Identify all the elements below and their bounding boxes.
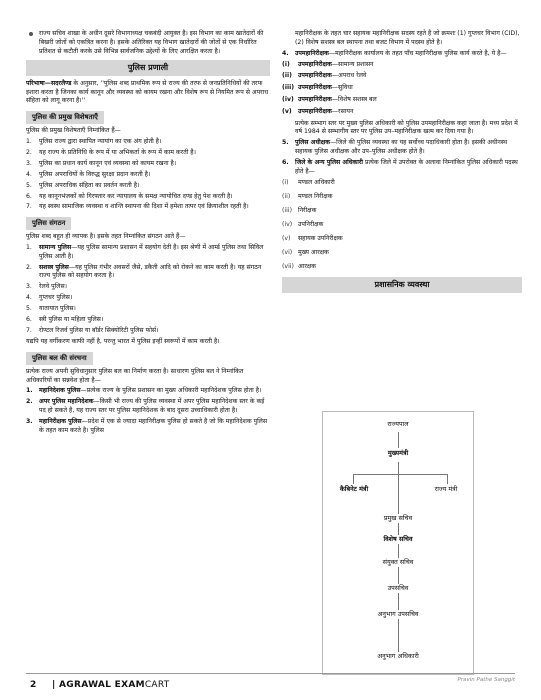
- connector-line: [353, 474, 447, 475]
- list-item: 6. स्त्री पुलिस या महिला पुलिस।: [26, 316, 104, 324]
- structure-list-continued-2: [282, 139, 522, 176]
- brand-name: | AGRAWAL EXAMCART: [52, 680, 170, 690]
- list-item: (iii) उपमहानिरीक्षक—सुविधा: [282, 84, 353, 92]
- district-officers-list: [282, 179, 522, 272]
- node-governor: राज्यपाल: [378, 420, 418, 429]
- footer-divider: [26, 673, 515, 674]
- list-item: 7. यह स्वस्थ सामाजिक व्यवस्था व शान्ति स्थापना की दिशा में हमेशा तत्पर एवं क्रियाशील रहती है।: [26, 203, 249, 211]
- list-item: 6. यह कानूनभंजकों को गिरफ्तार कर न्यायालय के समक्ष न्यायोचित दण्ड हेतु पेश करती है।: [26, 192, 233, 200]
- list-item: 6. जिले के अन्य पुलिस अधिकारी प्रत्येक जिले में उपरोक्त के अलावा निम्नांकित पुलिस अधिकारी पदस्थ होते है—: [282, 158, 518, 175]
- list-item: 5. पुलिस अपराधिक संहिता का प्रवर्तन करती है।: [26, 181, 140, 189]
- structure-list-continued: [282, 50, 522, 59]
- node-principal-secretary: प्रमुख सचिव: [373, 514, 423, 523]
- heading-organisation: पुलिस संगठन: [26, 217, 71, 230]
- right-column: [282, 30, 522, 297]
- node-section-deputy-secretary: अनुभाग उपसचिव: [361, 610, 435, 619]
- dig-note: प्रत्येक सम्भाग स्तर पर मुख्य पुलिस अधिकारी को पुलिस उपमहानिरीक्षक कहा जाता है। मध्य प्रदेश में वर्ष 1984 से सम्भागीय स्तर पर पुलिस उप–महानिरीक्षक खत्म कर दिया गया है।: [295, 119, 518, 136]
- list-item: (ii) उपमहानिरीक्षक—अपराध रेलवे: [282, 72, 367, 80]
- connector-line: [447, 474, 448, 484]
- list-item: 1. महानिदेशक पुलिस—प्रत्येक राज्य के पुलिस प्रशासन का मुख्य अधिकारी महानिदेशक पुलिस होता है।: [26, 387, 262, 395]
- list-item: 2. यह राज्य के प्रतिनिधि के रूप में या अभिकर्ता के रूप में काम करती है।: [26, 148, 196, 156]
- node-cabinet-minister: कैबिनेट मंत्री: [325, 485, 383, 494]
- connector-line: [353, 474, 354, 484]
- list-item: (iv) उपमहानिरीक्षक—विशेष सशस्त्र बल: [282, 95, 377, 103]
- bullet-dot-icon: [29, 32, 33, 36]
- org-note: यद्यपि यह वर्गीकरण काफी नहीं है, परन्तु भारत में पुलिस इन्हीं स्वरूपों में काम करती है।: [26, 338, 220, 346]
- structure-list: [26, 387, 270, 435]
- node-special-secretary: विशेष सचिव: [373, 535, 423, 544]
- dig-sub-list: [282, 61, 522, 117]
- watermark-stamp: Pravin Pathe Sanggit: [457, 677, 515, 683]
- list-item: (v) उपमहानिरीक्षक—रसायन: [282, 107, 354, 115]
- list-item: 4. उपमहानिरीक्षक—महानिरीक्षक कार्यालय के तहत पाँच महानिरीक्षक पुलिस कार्य करते है, ये है—: [282, 49, 507, 57]
- org-list: [26, 244, 270, 336]
- list-item: 1. पुलिस राज्य द्वारा स्थापित न्यायांग का एक अंग होती है।: [26, 137, 162, 145]
- heading-structure: पुलिस बल की संरचना: [26, 352, 93, 365]
- definition-paragraph: परिभाषा—सदरलैण्ड के अनुसार, ''पुलिस शब्द प्राथमिक रूप से राज्य की तरफ से जनप्रतिनिधियों की तरफ इशारा करता है जिनका कार्य कानून और व्यवस्था को कायम रखना और विशेष रूप से नियमित रूप से अपराध संहिता को लागू करना है।'': [26, 79, 269, 105]
- connector-line: [398, 432, 399, 448]
- node-section-officer: अनुभाग अधिकारी: [361, 652, 435, 661]
- list-item: (v) सहायक उपनिरीक्षक: [282, 234, 343, 242]
- list-item: 3. महानिरीक्षक पुलिस—प्रदेश में एक से ज्यादा महानिरीक्षक पुलिस हो सकते है जो कि महानिदेशक पुलिस के तहत काम करते है। पुलिस: [26, 418, 268, 434]
- structure-intro: प्रत्येक राज्य अपनी सुविधानुसार पुलिस बल का निर्माण करता है। साधारण पुलिस बल ने निम्नांकित अधिकारियों का सन्नवेश होता है—: [26, 367, 244, 384]
- node-state-minister: राज्य मंत्री: [423, 485, 469, 494]
- list-item: 4. गुप्तचर पुलिस।: [26, 294, 73, 302]
- continuation-paragraph: महानिरीक्षक के तहत चार सहायक महानिरीक्षक सदस्य रहते है जो क्रमशः (1) गुप्तचर विभाग (CID), (2) विशेष सशस्त्र बल स्थापना तथा बजट विभाग में पदस्थ होते है।: [295, 30, 520, 46]
- list-item: 2. सशस्त्र पुलिस—यह पुलिस गंभीर अवसरों जैसे, डकैती आदि को रोकने का काम करती है। यह संगठन राज्य पुलिस को सहयोग करता है।: [26, 263, 262, 280]
- page-number: 2: [30, 680, 37, 690]
- list-item: 1. सामान्य पुलिस—यह पुलिस सामान्य प्रशासन में सहयोग देती है। इस श्रेणी में आर्म्ड पुलिस तथा सिविल पुलिस आती है।: [26, 243, 264, 260]
- connector-line: [398, 462, 399, 602]
- admin-hierarchy-diagram: [322, 411, 474, 675]
- org-intro: पुलिस शब्द बहुत ही व्यापक है। इसके तहत निम्नांकित संगठन आते हैं—: [26, 233, 186, 241]
- list-item: (i) उपमहानिरीक्षक—सामान्य प्रशासन: [282, 60, 374, 68]
- list-item: (ii) मण्डल निरीक्षक: [282, 192, 333, 200]
- list-item: 3. पुलिस का प्रधान कार्य कानून एवं व्यवस्था को कायम रखना है।: [26, 159, 177, 167]
- features-intro: पुलिस की प्रमुख विशेषताएँ निम्नांकित हैं—: [26, 126, 121, 134]
- list-item: (vii) आरक्षक: [282, 262, 317, 270]
- list-item: 7. रोण्टल रिजर्व पुलिस या बॉर्डर सिक्योरिटी पुलिस फोर्स।: [26, 327, 159, 335]
- node-chief-minister: मुख्यमंत्री: [375, 449, 421, 458]
- list-item: (i) मण्डल अधिकारी: [282, 178, 335, 186]
- intro-bullet: राज्य सचिव शाखा के अधीन दूसरे विभागाध्यक्ष चकबंदी आयुक्त है। इस विभाग का काम खातेदारों की बिखरी जोतों को एकत्रित करना है। इसके अतिरिक्त यह विभाग खातेदारों की जोतों से एक निर्धारित प्रतिशत से कटौती करके उसे विभिन्न सार्वजनिक उद्देश्यों के लिए आरक्षित करता है।: [26, 30, 270, 56]
- list-item: 5. पुलिस अधीक्षक—जिले की पुलिस व्यवस्था का यह सर्वोच्च पदाधिकारी होता है। इसकी अधीनस्थ सहायक पुलिस अधीक्षक और उप–पुलिस अधीक्षक होते है।: [282, 139, 508, 155]
- node-deputy-secretary: उपसचिव: [378, 584, 418, 593]
- left-column: [26, 30, 270, 438]
- section-title-admin: प्रशासनिक व्यवस्था: [282, 277, 522, 292]
- list-item: 5. यातायात पुलिस।: [26, 305, 76, 313]
- list-item: (vi) मुख्य आरक्षक: [282, 248, 329, 256]
- list-item: 2. अपर पुलिस महानिदेशक—किसी भी राज्य की पुलिस व्यवस्था में अपर पुलिस महानिदेशक स्तर के कई पद हो सकते है, यह राज्य स्तर पर पुलिस महानिदेशक के बाद दूसरा उच्चाधिकारी होता है।: [26, 398, 265, 415]
- list-item: (iv) उपनिरीक्षक: [282, 220, 324, 228]
- section-title-police-system: पुलिस प्रणाली: [26, 60, 270, 75]
- node-joint-secretary: संयुक्त सचिव: [371, 558, 425, 567]
- page-footer: [0, 675, 541, 697]
- features-list: [26, 138, 270, 213]
- list-item: 3. रेलवे पुलिस।: [26, 283, 67, 291]
- list-item: (iii) निरीक्षक: [282, 206, 317, 214]
- heading-features: पुलिस की प्रमुख विशेषताएँ: [26, 111, 104, 124]
- list-item: 4. पुलिस अपराधियों के विरुद्ध सुरक्षा प्रदान करती है।: [26, 170, 151, 178]
